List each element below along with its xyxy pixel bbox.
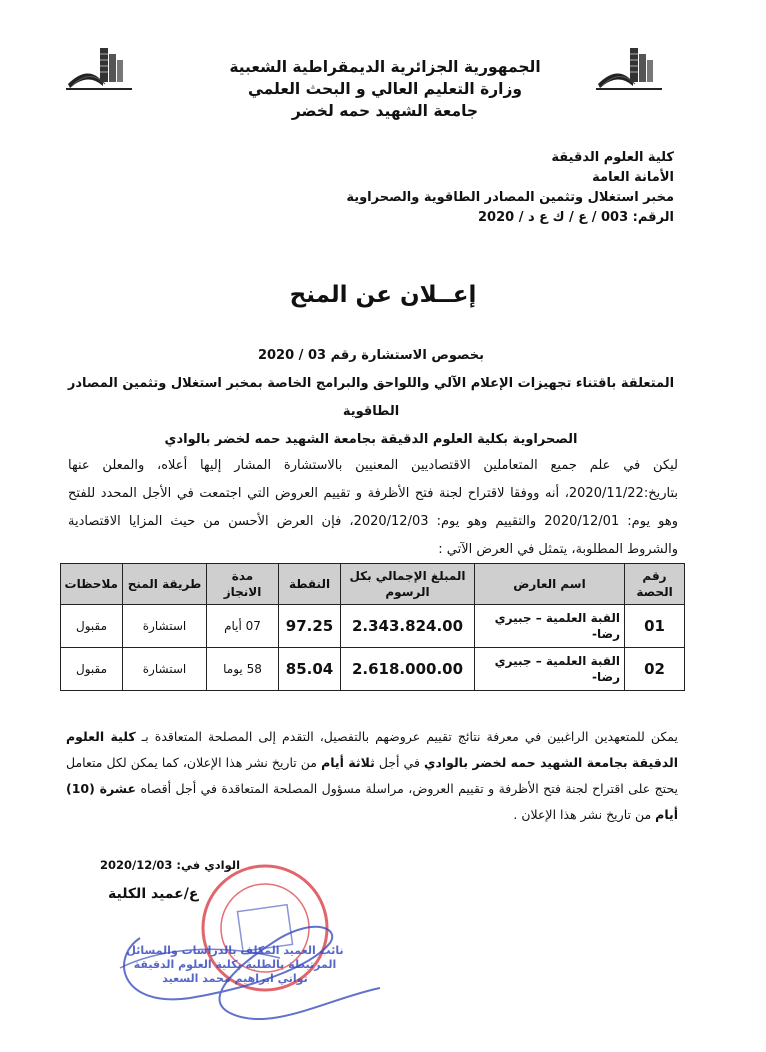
cell-lot: 01	[625, 605, 685, 648]
letterhead	[220, 56, 550, 122]
appeal-text-3: من تاريخ نشر هذا الإعلان، كما يمكن لكل متعامل يحتج على اقتراح لجنة فتح الأظرفة و تقييم العروض، مراسلة مسؤول المصلحة المتعاقدة في أجل أقصاه	[66, 755, 678, 796]
appeal-text-2: في أجل	[378, 755, 420, 770]
col-header-notes: ملاحظات	[61, 564, 123, 605]
cell-award-method: استشارة	[123, 648, 207, 691]
stamp-line-3: تواتي ابراهيم محمد السعيد	[162, 972, 308, 985]
faculty-name: كلية العلوم الدقيقة	[551, 150, 674, 165]
republic-name: الجمهورية الجزائرية الديمقراطية الشعبية	[229, 58, 541, 76]
university-logo-right	[588, 34, 670, 96]
page-title: إعــلان عن المنح	[289, 282, 477, 308]
cell-lot: 02	[625, 648, 685, 691]
signature-stamp	[110, 944, 360, 986]
award-table	[60, 563, 685, 691]
col-header-duration: مدة الانجاز	[207, 564, 279, 605]
general-secretariat: الأمانة العامة	[592, 170, 674, 185]
stamp-line-1: نائب العميد المكلف بالدراسات والمسائل	[126, 944, 344, 957]
col-header-amount: المبلغ الإجمالي بكل الرسوم	[341, 564, 475, 605]
cell-amount: 2.618.000.00	[341, 648, 475, 691]
appeal-text-1: يمكن للمتعهدين الراغبين في معرفة نتائج تقييم عروضهم بالتفصيل، التقدم إلى المصلحة المتعاقدة بـ	[141, 729, 679, 744]
university-logo-left	[58, 34, 140, 96]
intro-paragraph: ليكن في علم جميع المتعاملين الاقتصاديين المعنيين بالاستشارة المشار إليها أعلاه، والمعلن عنها بتاريخ:2020/11/22، أنه ووفقا لاقتراح لجنة فتح الأظرفة و تقييم العروض التي اجتمعت في الأجل المحدد للفتح وهو يوم: 2020/12/01 والتقييم وهو يوم: 2020/12/03، فإن العرض الأحسن من حيث المزايا الاقتصادية والشروط المطلوبة، يتمثل في العرض الآتي :	[68, 458, 678, 557]
cell-bidder: القبة العلمية – جبيري رضا-	[475, 605, 625, 648]
appeal-text-4: من تاريخ نشر هذا الإعلان .	[513, 807, 652, 822]
col-header-bidder: اسم العارض	[475, 564, 625, 605]
cell-bidder: القبة العلمية – جبيري رضا-	[475, 648, 625, 691]
place-and-date: الوادي في: 2020/12/03	[100, 858, 241, 872]
subject-line-object: المتعلقة باقتناء تجهيزات الإعلام الآلي واللواحق والبرامج الخاصة بمخبر استغلال وتثمين المصادر الطاقوية	[67, 376, 675, 419]
cell-award-method: استشارة	[123, 605, 207, 648]
cell-score: 85.04	[279, 648, 341, 691]
stamp-line-2: المرتبطة بالطلبة بكلية العلوم الدقيقة	[133, 958, 337, 971]
faculty-block	[314, 148, 674, 228]
subject-line-location: الصحراوية بكلية العلوم الدقيقة بجامعة الشهيد حمه لخضر بالوادي	[164, 432, 578, 447]
laboratory-name: مخبر استغلال وتثمين المصادر الطاقوية والصحراوية	[346, 190, 674, 205]
col-header-lot: رقم الحصة	[625, 564, 685, 605]
dean-title: ع/عميد الكلية	[108, 886, 199, 902]
table-row	[61, 605, 685, 648]
cell-notes: مقبول	[61, 605, 123, 648]
appeal-text-faculty: كلية العلوم الدقيقة بجامعة الشهيد حمه لخضر بالوادي	[66, 729, 678, 770]
cell-score: 97.25	[279, 605, 341, 648]
reference-number: الرقم: 003 / ع / ك ع د / 2020	[478, 210, 674, 225]
cell-notes: مقبول	[61, 648, 123, 691]
cell-duration: 07 أيام	[207, 605, 279, 648]
table-header-row	[61, 564, 685, 605]
col-header-award-method: طريقة المنح	[123, 564, 207, 605]
appeal-text-ten-days: عشرة (10) أيام	[66, 781, 678, 822]
subject-block	[46, 342, 696, 454]
subject-line-consultation: بخصوص الاستشارة رقم 03 / 2020	[257, 348, 485, 363]
cell-amount: 2.343.824.00	[341, 605, 475, 648]
ministry-name: وزارة التعليم العالي و البحث العلمي	[247, 80, 523, 98]
col-header-score: النقطة	[279, 564, 341, 605]
table-row	[61, 648, 685, 691]
cell-duration: 58 يوما	[207, 648, 279, 691]
appeal-paragraph	[66, 724, 678, 828]
university-logo-icon	[588, 34, 670, 96]
university-name: جامعة الشهيد حمه لخضر	[291, 102, 479, 120]
appeal-text-three-days: ثلاثة أيام	[321, 755, 375, 770]
university-logo-icon	[58, 34, 140, 96]
